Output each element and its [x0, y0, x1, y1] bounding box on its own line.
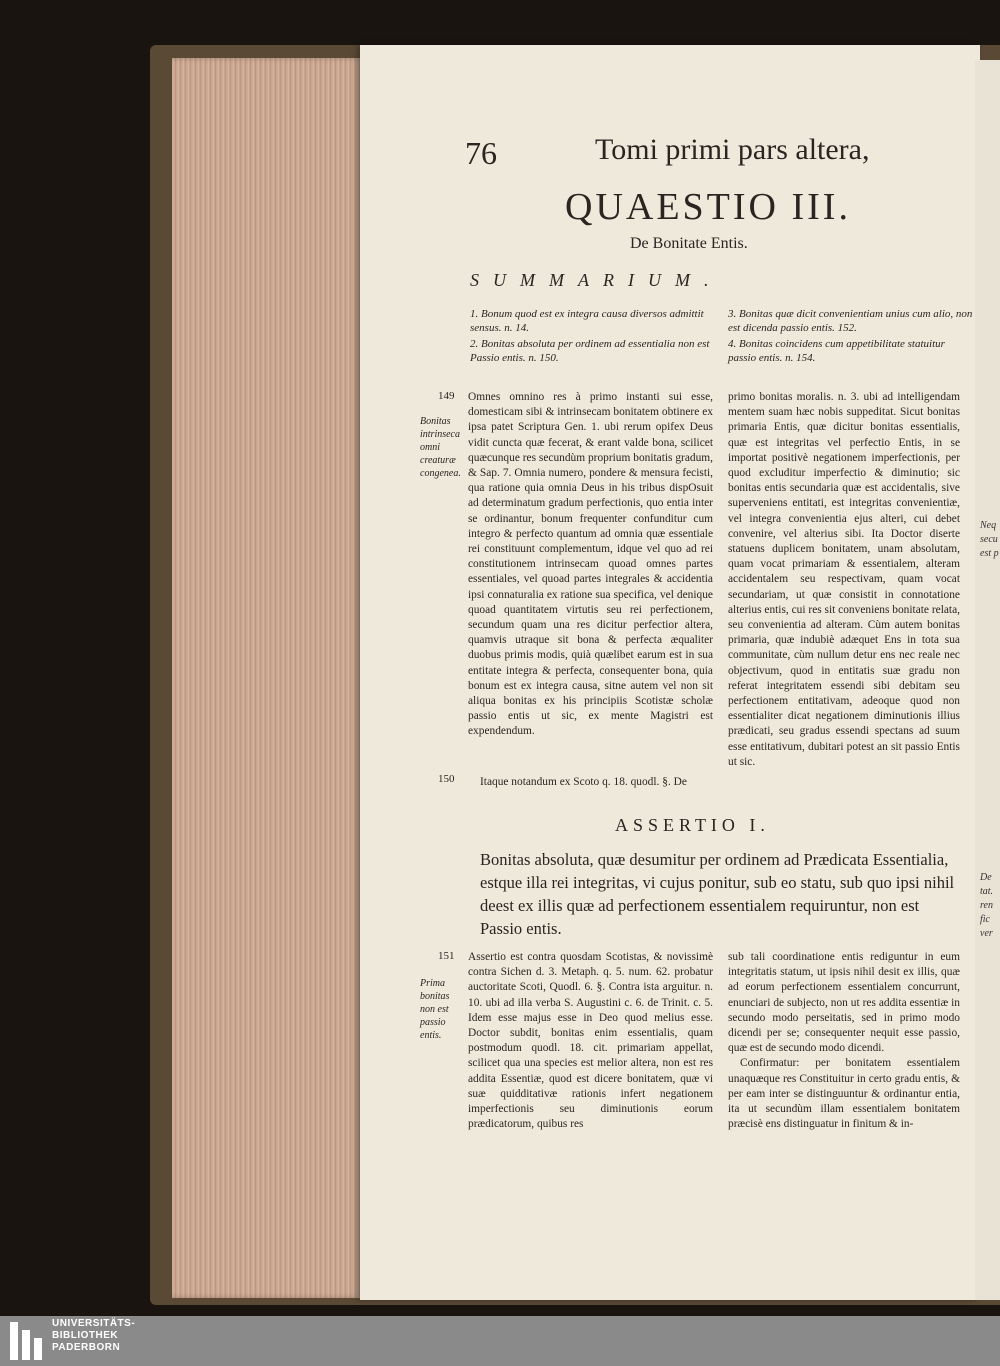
library-logo-icon: [8, 1320, 46, 1362]
paragraph: Confirmatur: per bonitatem essentialem unaquæque res Constituitur in certo gradu entis, & per eam inter se distinguuntur & ordinantur entia, ita ut secundùm illam essentialem bonitatem præcisè ens distinguatur in finitum & in-: [728, 1057, 960, 1131]
library-logo-text: [52, 1318, 135, 1354]
next-page-fragment: ver: [980, 928, 993, 939]
summarium-heading: SUMMARIUM.: [470, 270, 723, 290]
next-page-fragment: fic: [980, 914, 990, 925]
page-subtitle: De Bonitate Entis.: [630, 235, 748, 252]
summarium-item: 3. Bonitas quæ dicit convenientiam unius cum alio, non est dicenda passio entis. 152.: [728, 308, 973, 334]
logo-line: PADERBORN: [52, 1342, 121, 1353]
text-column-left: [468, 390, 713, 740]
assertio-text: Bonitas absoluta, quæ desumitur per ordinem ad Prædicata Essentialia, estque illa rei integritas, vi cujus ponitur, sub eo statu, sub quo ipsi nihil deest ex illis quæ ad perfectionem essentialem requiruntur, non est Passio entis.: [480, 850, 955, 938]
footer-bar: [0, 1316, 1000, 1366]
book-page: [360, 45, 980, 1300]
margin-number: 150: [438, 773, 455, 785]
summarium-item: 4. Bonitas coincidens cum appetibilitate statuitur passio entis. n. 154.: [728, 338, 945, 364]
margin-note: Prima bonitas non est passio entis.: [420, 978, 450, 1041]
next-page-fragment: secu: [980, 534, 998, 545]
next-page-fragment: De: [980, 872, 992, 883]
paragraph: Assertio est contra quosdam Scotistas, & novissimè contra Sichen d. 3. Metaph. q. 5. num. 62. probatur auctoritate Scoti, Quodl. 6. §. Contra ista arguitur. n. 10. ubi ad illa verba S. Augustini c. 6. de Trinit. c. 5. Idem esse majus esse in Deo quod melius esse. Doctor subdit, bonitas enim essentialis, quam postmodum quodl. 18. cit. primariam appellat, scilicet qua una species est melior altera, non est res addita Essentiæ, quod est dicere bonitatem, quæ vi suæ quidditativæ rationis infert negationem imperfectionis seu diminutionis eorum prædicatorum, quibus res: [468, 951, 713, 1131]
next-page-fragment: tat.: [980, 886, 994, 897]
next-page-fragment: est p: [980, 548, 999, 559]
logo-line: UNIVERSITÄTS-: [52, 1318, 136, 1329]
next-page-fragment: Neq: [980, 520, 997, 531]
text-column-left: [468, 950, 713, 1132]
summarium-item: 2. Bonitas absoluta per ordinem ad essentialia non est Passio entis. n. 150.: [470, 338, 710, 364]
text-column-right: [728, 390, 960, 770]
assertio-heading: ASSERTIO I.: [615, 815, 770, 835]
running-head: Tomi primi pars altera,: [595, 133, 870, 166]
paragraph: sub tali coordinatione entis rediguntur in eum integritatis statum, ut ipsis nihil desit ex illis, quæ ad eorum perfectionem essentialem concurrunt, enunciari de subjecto, non ut res addita essentiæ in secundo modo perseitatis, sed in primo modo dicendi per se; consequenter nequit esse passio, quæ est de secundo modo dicendi.: [728, 951, 960, 1055]
paragraph: primo bonitas moralis. n. 3. ubi ad intelligendam mentem suam hæc nobis suppeditat. Sicut bonitas primaria Entis, quæ dicitur bonitas essentialis, quæ est integritas vel perfectio Entis, in se importat positivè negationem imperfectionis, per quod excluditur imperfectio & diminutio; sic bonitas entis secundaria quæ est accidentalis, sive superveniens entitati, est integritas convenientiæ, vel integra convenientia ejus alteri, cui debet convenire, vel alterius sibi. Ita Doctor diserte statuens duplicem bonitatem, unam absolutam, quam vocat primariam & essentialem, alteram accidentalem seu respectivam, quam vocat secundariam, ut quæ consistit in connotatione alterius entis, cui res sit conveniens bonitate relata, seu convenientia ad alteram. Cùm autem bonitas primaria, quæ indubiè adæquet Ens in tota sua communitate, cùm nullum detur ens nec reale nec objectivum, quod in entitatis suæ gradu non referat integritatem essendi sibi debitam seu perfectionem entitativam, adeoque quod non essentialiter dicat negationem diminutionis illius prædicati, seu gradus essendi spectans ad suum esse entitativum, dubitari potest an sit passio Entis ut sic.: [728, 391, 960, 768]
page-edges: [172, 58, 362, 1298]
paragraph-line: Itaque notandum ex Scoto q. 18. quodl. §. De: [480, 776, 687, 788]
logo-line: BIBLIOTHEK: [52, 1330, 119, 1341]
margin-note: Bonitas intrinseca omni creaturæ congenea.: [420, 416, 461, 479]
next-page-fragment: ren: [980, 900, 993, 911]
text-column-right: [728, 950, 960, 1132]
next-page-edge: [975, 60, 1000, 1300]
page-number: 76: [465, 135, 497, 171]
summarium-item: 1. Bonum quod est ex integra causa diversos admittit sensus. n. 14.: [470, 308, 704, 334]
paragraph: Omnes omnino res à primo instanti sui esse, domesticam sibi & intrinsecam bonitatem obtinere ex ipsa patet Scriptura Gen. 1. ubi rerum opifex Deus vidit cuncta quæ fecerat, & erant valde bona, scilicet quæcunque res secundùm proprium bonitatis gradum, & Sap. 7. Omnia numero, pondere & mensura fecisti, qua ratione quia omnia Deus in his tribus dispOsuit ad determinatum gradum perfectionis, quo entia inter se ordinantur, bonum frequenter confunditur cum integro & perfecto quantum ad omnia quæ essentiale rei constituunt complementum, idque vel quo ad rei constitutionem intrinsecam quoad omnes partes essentiales, vel quoad partes integrales & accidentia ipsi connaturalia ex ratione sua specifica, vel denique quoad quantitatem virtutis seu rei perfectionem, secundum quam una res dicitur perfectior altera, quamvis utraque sit bona & perfecta æqualiter duobus primis modis, quià quælibet earum est in sua entitate integra & perfecta, consequenter bona, quia bonum est ex integra causa, sitne autem vel non sit aliqua bonitas ex his principiis Scotistæ scholæ passio entis ut sic, ex mente Magistri est expendendum.: [468, 391, 713, 738]
page-title: QUAESTIO III.: [565, 186, 851, 228]
margin-number: 149: [438, 390, 455, 402]
margin-number: 151: [438, 950, 455, 962]
